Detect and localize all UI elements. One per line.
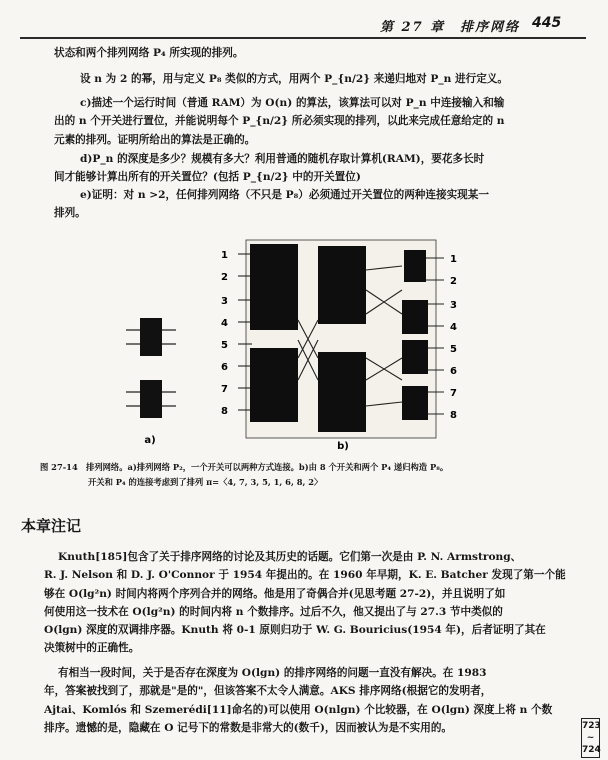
- margin-page-ref: [581, 718, 600, 758]
- figure-caption: [40, 460, 560, 490]
- paragraph-p2: [80, 70, 584, 88]
- running-header-title: 第 27 章 排序网络: [380, 20, 521, 35]
- text-line: 间才能够计算出所有的开关置位？(包括 P_{n/2} 中的开关置位): [54, 171, 361, 184]
- paragraph-p4: [54, 150, 584, 187]
- figure-input-number: 3: [221, 296, 228, 307]
- text-line: 排列。: [54, 207, 86, 220]
- margin-ref-top: 723: [582, 721, 601, 731]
- figure-output-number: 8: [450, 410, 457, 421]
- figure-label-a: a): [144, 435, 156, 446]
- text-line: Ajtai、Komlós 和 Szemerédi[11]命名的)可以使用 O(nlgn) 个比较器，在 O(lgn) 深度上将 n 个数: [44, 703, 553, 716]
- text-line: 何使用这一技术在 O(lg²n) 的时间内将 n 个数排序。过后不久，他又提出了与 27.3 节中类似的: [44, 605, 503, 618]
- caption-line: 图 27-14 排列网络。a)排列网络 P₂，一个开关可以两种方式连接。b)由 8 个开关和两个 P₄ 递归构造 P₈。: [40, 462, 449, 472]
- figure-output-number: 7: [450, 388, 457, 399]
- figure-input-number: 5: [221, 340, 228, 351]
- text-line: R. J. Nelson 和 D. J. O'Connor 于 1954 年提出的。在 1960 年早期，K. E. Batcher 发现了第一个能: [44, 569, 566, 582]
- paragraph-p5: [54, 186, 584, 223]
- header-rule: [20, 37, 586, 39]
- section-title: 本章注记: [21, 517, 82, 535]
- text-line: 元素的排列。证明所给出的算法是正确的。: [54, 133, 256, 146]
- figure-input-number: 7: [221, 384, 228, 395]
- text-line: O(lgn) 深度的双调排序器。Knuth 将 0-1 原则归功于 W. G. Bouricius(1954 年)，后者证明了其在: [44, 624, 546, 637]
- text-line: d)P_n 的深度是多少？规模有多大？利用普通的随机存取计算机(RAM)，要花多长时: [80, 153, 485, 165]
- figure-label-b: b): [337, 441, 349, 452]
- paragraph-p3: [54, 94, 584, 149]
- figure-a-switch: [126, 318, 176, 418]
- figure-input-number: 2: [221, 272, 228, 283]
- text-line: Knuth[185]包含了关于排序网络的讨论及其历史的话题。它们第一次是由 P. N. Armstrong、: [58, 551, 522, 563]
- figure-input-number: 6: [221, 362, 228, 373]
- figure-input-numbers: [221, 250, 228, 417]
- paragraph-p1: [54, 44, 584, 62]
- figure-b-network: [238, 240, 444, 438]
- page-number: 445: [532, 15, 562, 31]
- figure-output-number: 1: [450, 254, 457, 265]
- text-line: 够在 O(lg²n) 时间内将两个序列合并的网络。他是用了奇偶合并(见思考题 27-2)，并且说明了如: [44, 587, 506, 600]
- figure-output-number: 2: [450, 276, 457, 287]
- text-line: 出的 n 个开关进行置位，并能说明每个 P_{n/2} 所必须实现的排列，以此来完成任意给定的 n: [54, 115, 505, 128]
- text-line: 有相当一段时间，关于是否存在深度为 O(lgn) 的排序网络的问题一直没有解决。在 1983: [58, 667, 487, 679]
- figure-output-number: 6: [450, 366, 457, 377]
- text-line: 年，答案被找到了，那就是"是的"，但该答案不太令人满意。AKS 排序网络(根据它的发明者，: [44, 685, 492, 698]
- figure-input-number: 4: [221, 318, 228, 329]
- figure-output-number: 4: [450, 322, 457, 333]
- text-line: 决策树中的正确性。: [44, 642, 140, 655]
- notes-paragraph-2: [44, 664, 554, 737]
- caption-line: 开关和 P₄ 的连接考虑到了排列 π=〈4, 7, 3, 5, 1, 6, 8, 2〉: [88, 477, 323, 487]
- figure-output-numbers: [450, 254, 457, 421]
- text-line: 状态和两个排列网络 P₄ 所实现的排列。: [54, 47, 244, 59]
- text-line: e)证明：对 n >2，任何排列网络（不只是 P₈）必须通过开关置位的两种连接实现某一: [80, 189, 489, 201]
- text-line: 设 n 为 2 的幂，用与定义 P₈ 类似的方式，用两个 P_{n/2} 来递归地对 P_n 进行定义。: [80, 73, 508, 85]
- text-line: c)描述一个运行时间（普通 RAM）为 O(n) 的算法，该算法可以对 P_n 中连接输入和输: [80, 97, 505, 109]
- margin-ref-bottom: 724: [582, 745, 601, 755]
- notes-paragraph-1: [44, 548, 584, 658]
- figure-27-14: [0, 230, 608, 460]
- margin-ref-sep: ~: [586, 733, 595, 743]
- text-line: 排序。遗憾的是，隐藏在 O 记号下的常数是非常大的(数千)，因而被认为是不实用的。: [44, 721, 453, 734]
- figure-input-number: 8: [221, 406, 228, 417]
- figure-output-number: 5: [450, 344, 457, 355]
- figure-input-number: 1: [221, 250, 228, 261]
- figure-output-number: 3: [450, 300, 457, 311]
